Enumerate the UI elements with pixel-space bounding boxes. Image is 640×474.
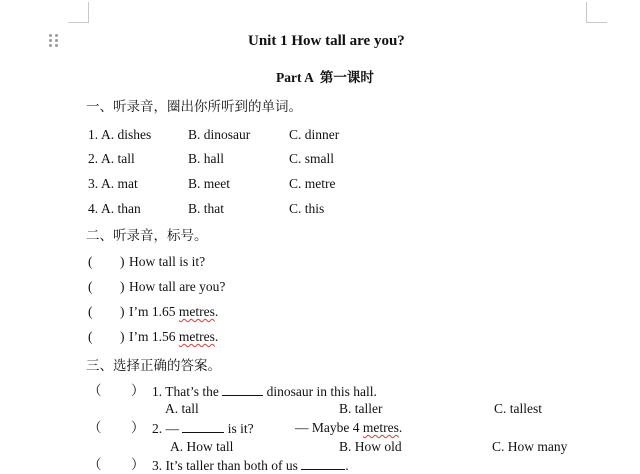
answer-blank[interactable]	[182, 420, 224, 433]
option-c: C. small	[289, 151, 335, 166]
option-a: A. tall	[165, 401, 199, 416]
row-number: 2.	[88, 151, 99, 166]
option-a: A. dishes	[101, 127, 152, 142]
spellcheck-word: metres	[178, 304, 215, 319]
option-c: C. metre	[289, 176, 336, 191]
question-text: 3. It’s taller than both of us .	[152, 458, 349, 473]
question-text: 1. That’s the dinosaur in this hall.	[152, 384, 377, 399]
answer-paren-close: ）	[131, 457, 145, 473]
answer-paren-open: （	[88, 457, 102, 473]
option-b: B. taller	[339, 401, 383, 416]
answer-paren-open: (	[88, 279, 93, 294]
option-c: C. tallest	[494, 401, 542, 416]
answer-paren-open: (	[88, 254, 93, 269]
option-c: C. How many	[492, 439, 568, 454]
option-b: B. How old	[339, 439, 402, 454]
option-a: A. tall	[101, 151, 135, 166]
margin-corner-top-left	[68, 2, 89, 23]
row-number: 3.	[88, 176, 99, 191]
answer-paren-close: )	[120, 329, 125, 344]
section-1-heading: 一、听录音，圈出你所听到的单词。	[86, 99, 302, 115]
option-c: C. this	[289, 201, 325, 216]
answer-paren-open: (	[88, 304, 93, 319]
answer-paren-close: ）	[131, 420, 145, 436]
spellcheck-word: metres	[362, 420, 399, 435]
option-a: A. How tall	[170, 439, 234, 454]
answer-paren-close: )	[120, 279, 125, 294]
answer-blank[interactable]	[301, 457, 345, 470]
answer-paren-open: (	[88, 329, 93, 344]
option-a: A. mat	[101, 176, 138, 191]
option-b: B. meet	[188, 176, 230, 191]
option-c: C. dinner	[289, 127, 340, 142]
option-b: B. dinosaur	[188, 127, 251, 142]
reply-text: — Maybe 4 metres.	[295, 420, 403, 435]
section-3-heading: 三、选择正确的答案。	[86, 358, 221, 374]
spellcheck-word: metres	[178, 329, 215, 344]
option-b: B. that	[188, 201, 224, 216]
answer-paren-open: （	[88, 383, 102, 399]
item-text: How tall is it?	[129, 254, 206, 269]
item-text: I’m 1.65 metres.	[129, 304, 219, 319]
drag-handle-icon[interactable]	[48, 33, 60, 49]
option-b: B. hall	[188, 151, 224, 166]
row-number: 1.	[88, 127, 99, 142]
section-2-heading: 二、听录音，标号。	[86, 228, 208, 244]
margin-corner-top-right	[586, 2, 607, 23]
document-title: Unit 1 How tall are you?	[248, 33, 405, 49]
answer-paren-open: （	[88, 420, 102, 436]
document-subtitle: Part A 第一课时	[276, 70, 374, 85]
question-text: 2. — is it?	[152, 421, 254, 436]
item-text: I’m 1.56 metres.	[129, 329, 219, 344]
answer-blank[interactable]	[222, 383, 263, 396]
answer-paren-close: )	[120, 304, 125, 319]
answer-paren-close: ）	[131, 383, 145, 399]
item-text: How tall are you?	[129, 279, 226, 294]
option-a: A. than	[101, 201, 141, 216]
row-number: 4.	[88, 201, 99, 216]
answer-paren-close: )	[120, 254, 125, 269]
